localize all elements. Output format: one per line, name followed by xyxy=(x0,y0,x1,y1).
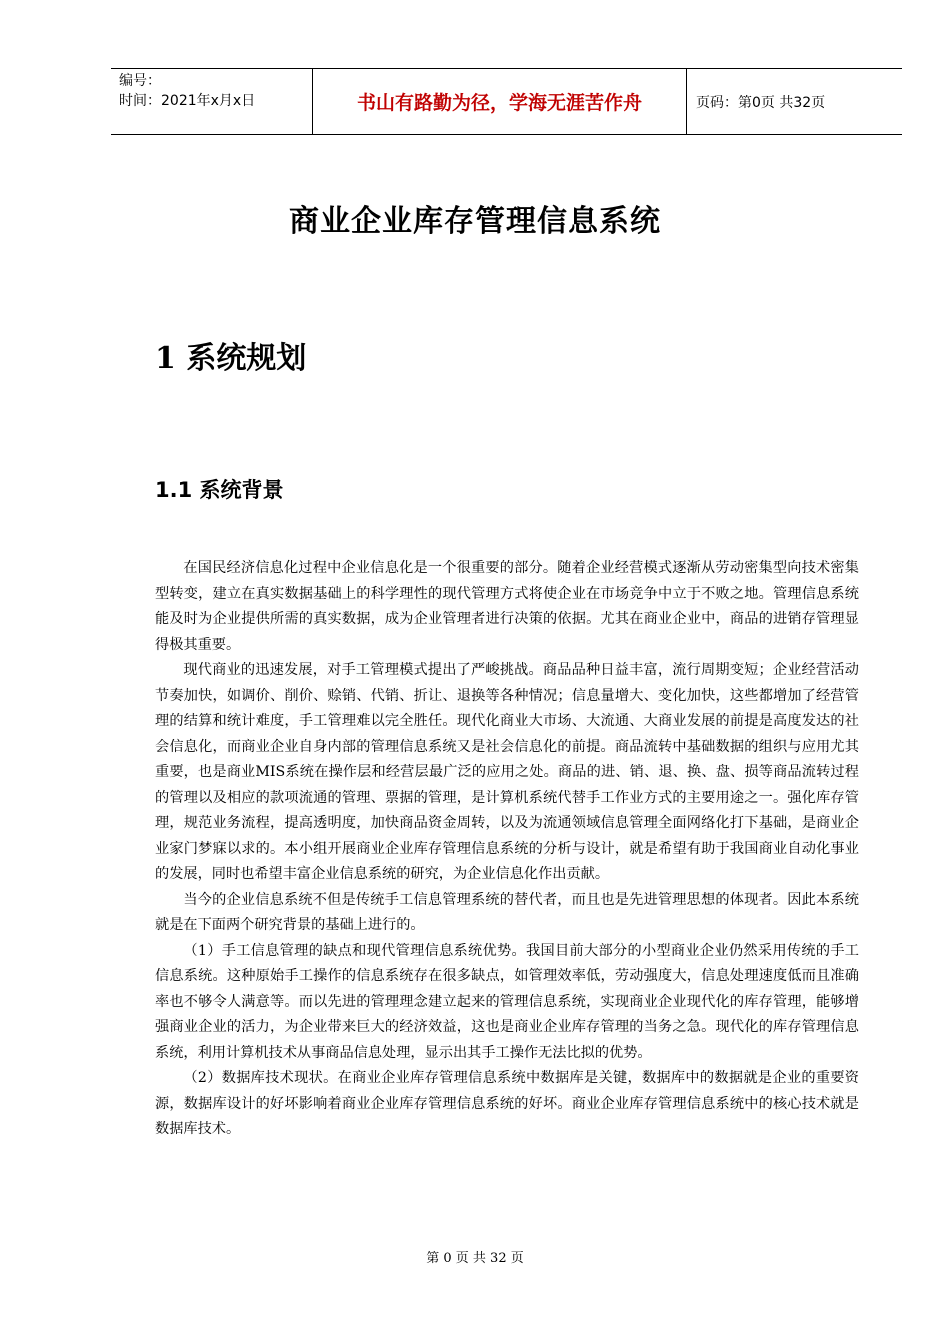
header-page-info: 页码：第0页 共32页 xyxy=(696,94,826,111)
paragraph: （1）手工信息管理的缺点和现代管理信息系统优势。我国目前大部分的小型商业企业仍然采用传统的手工信息系统。这种原始手工操作的信息系统存在很多缺点，如管理效率低，劳动强度大，信息处理速度低而且准确率也不够令人满意等。而以先进的管理理念建立起来的管理信息系统，实现商业企业现代化的库存管理，能够增强商业企业的活力，为企业带来巨大的经济效益，这也是商业企业库存管理的当务之急。现代化的库存管理信息系统，利用计算机技术从事商品信息处理，显示出其手工操作无法比拟的优势。 xyxy=(155,942,859,1061)
body-text xyxy=(155,556,859,1143)
document-date: 时间：2021年x月x日 xyxy=(119,93,256,109)
section-heading: 1 系统规划 xyxy=(155,341,307,376)
page-footer: 第 0 页 共 32 页 xyxy=(426,1251,524,1266)
paragraph: （2）数据库技术现状。在商业企业库存管理信息系统中数据库是关键，数据库中的数据就是企业的重要资源，数据库设计的好坏影响着商业企业库存管理信息系统的好坏。商业企业库存管理信息系统中的核心技术就是数据库技术。 xyxy=(155,1070,859,1137)
header-meta xyxy=(111,69,313,134)
paragraph: 当今的企业信息系统不但是传统手工信息管理系统的替代者，而且也是先进管理思想的体现者。因此本系统就是在下面两个研究背景的基础上进行的。 xyxy=(155,891,859,933)
header-motto: 书山有路勤为径，学海无涯苦作舟 xyxy=(313,69,687,134)
document-title: 商业企业库存管理信息系统 xyxy=(289,204,661,239)
document-number-label: 编号： xyxy=(119,73,161,89)
paragraph: 现代商业的迅速发展，对手工管理模式提出了严峻挑战。商品品种日益丰富，流行周期变短；企业经营活动节奏加快，如调价、削价、赊销、代销、折让、退换等各种情况；信息量增大、变化加快，这些都增加了经营管理的结算和统计难度，手工管理难以完全胜任。现代化商业大市场、大流通、大商业发展的前提是高度发达的社会信息化，而商业企业自身内部的管理信息系统又是社会信息化的前提。商品流转中基础数据的组织与应用尤其重要，也是商业MIS系统在操作层和经营层最广泛的应用之处。商品的进、销、退、换、盘、损等商品流转过程的管理以及相应的款项流通的管理、票据的管理，是计算机系统代替手工作业方式的主要用途之一。强化库存管理，规范业务流程，提高透明度，加快商品资金周转，以及为流通领域信息管理全面网络化打下基础，是商业企业家门梦寐以求的。本小组开展商业企业库存管理信息系统的分析与设计，就是希望有助于我国商业自动化事业的发展，同时也希望丰富企业信息系统的研究，为企业信息化作出贡献。 xyxy=(155,662,859,882)
subsection-heading: 1.1 系统背景 xyxy=(155,478,284,502)
paragraph: 在国民经济信息化过程中企业信息化是一个很重要的部分。随着企业经营模式逐渐从劳动密集型向技术密集型转变，建立在真实数据基础上的科学理性的现代管理方式将使企业在市场竞争中立于不败之地。管理信息系统能及时为企业提供所需的真实数据，成为企业管理者进行决策的依据。尤其在商业企业中，商品的进销存管理显得极其重要。 xyxy=(155,560,859,653)
page-header xyxy=(111,68,902,135)
